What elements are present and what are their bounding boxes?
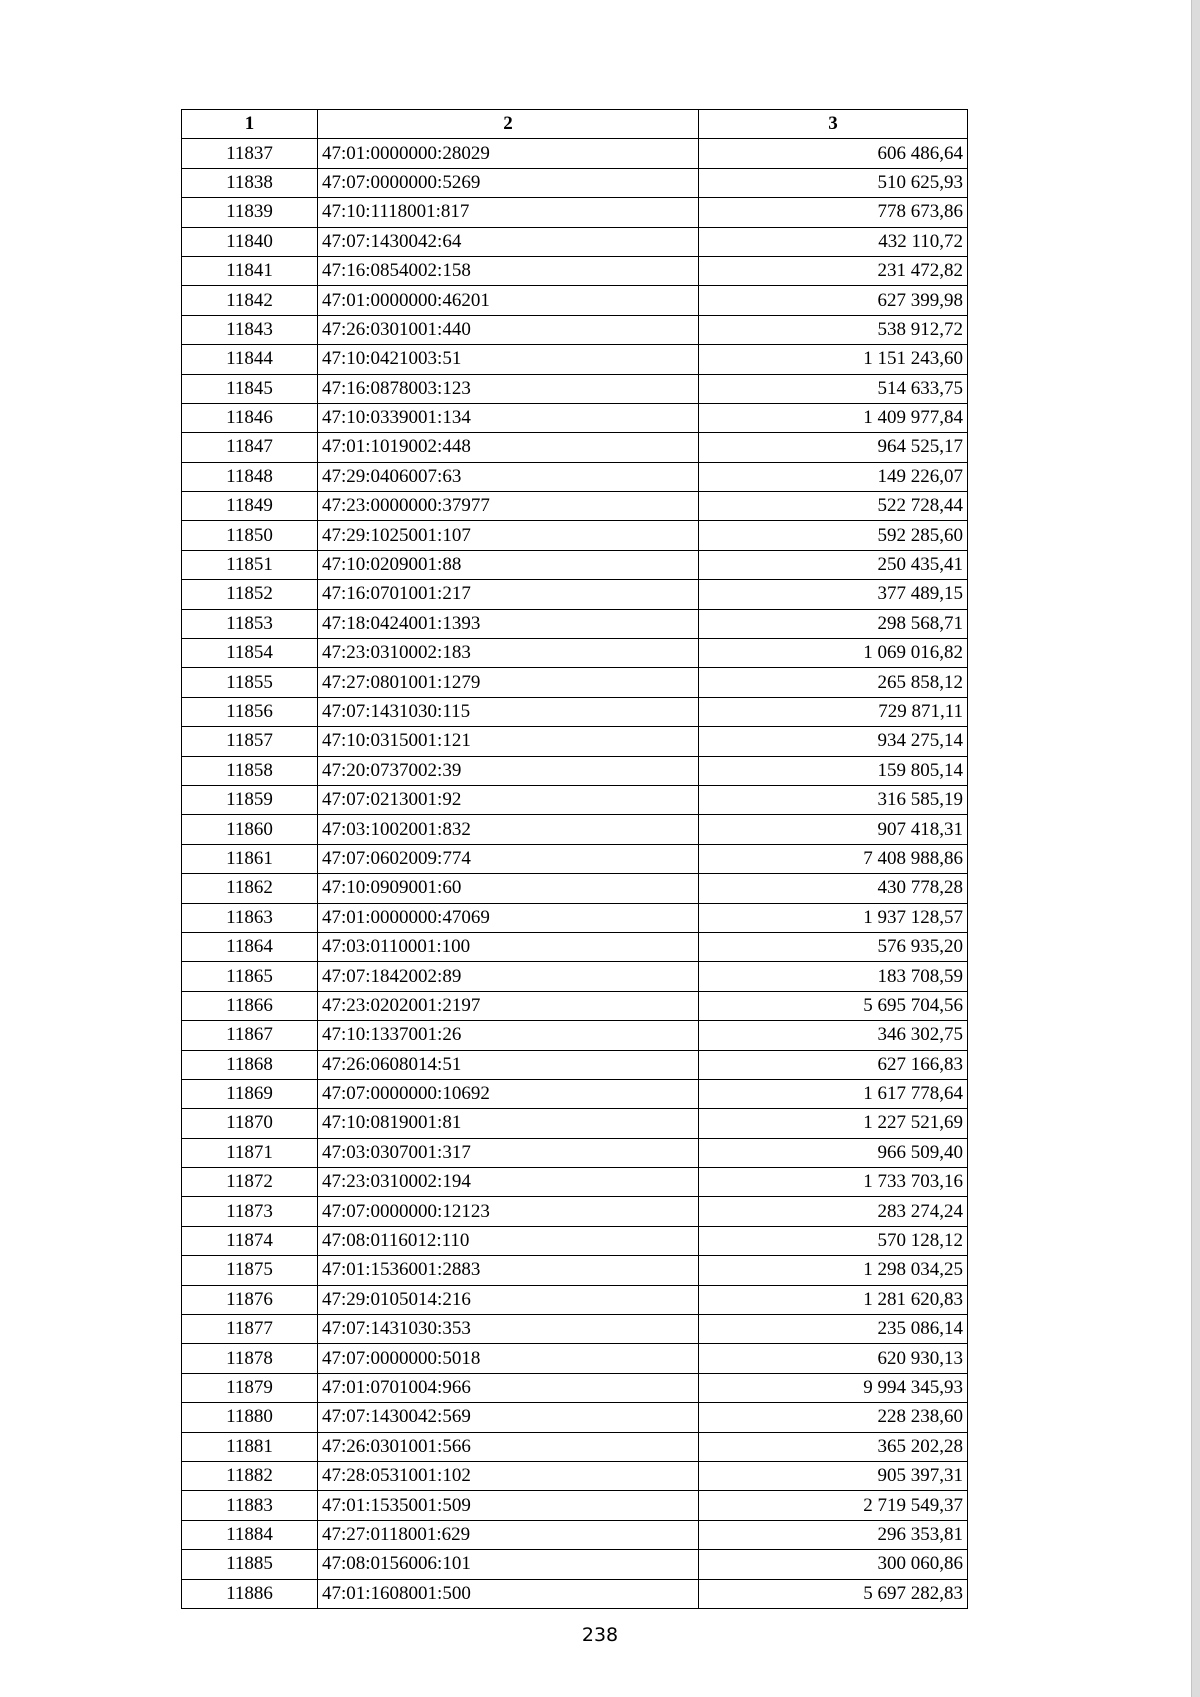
cadastral-value-cell: 432 110,72	[699, 227, 968, 256]
table-header-row	[182, 110, 968, 139]
table-row	[182, 315, 968, 344]
cadastral-value-cell: 514 633,75	[699, 374, 968, 403]
cadastral-value-cell: 231 472,82	[699, 256, 968, 285]
row-number-cell: 11871	[182, 1138, 318, 1167]
cadastral-number-cell: 47:10:0315001:121	[318, 727, 699, 756]
row-number-cell: 11844	[182, 345, 318, 374]
cadastral-number-cell: 47:08:0156006:101	[318, 1550, 699, 1579]
table-row	[182, 256, 968, 285]
cadastral-value-cell: 5 695 704,56	[699, 991, 968, 1020]
column-header-2: 2	[318, 110, 699, 139]
cadastral-number-cell: 47:07:1430042:64	[318, 227, 699, 256]
row-number-cell: 11843	[182, 315, 318, 344]
cadastral-value-cell: 1 733 703,16	[699, 1168, 968, 1197]
cadastral-value-cell: 538 912,72	[699, 315, 968, 344]
cadastral-number-cell: 47:23:0000000:37977	[318, 492, 699, 521]
cadastral-value-table	[181, 109, 968, 1609]
table-row	[182, 550, 968, 579]
cadastral-number-cell: 47:01:1608001:500	[318, 1579, 699, 1608]
row-number-cell: 11869	[182, 1079, 318, 1108]
cadastral-value-cell: 1 151 243,60	[699, 345, 968, 374]
table-row	[182, 139, 968, 168]
cadastral-number-cell: 47:27:0118001:629	[318, 1520, 699, 1549]
table-row	[182, 785, 968, 814]
table-row	[182, 1168, 968, 1197]
table-row	[182, 903, 968, 932]
cadastral-number-cell: 47:03:1002001:832	[318, 815, 699, 844]
row-number-cell: 11868	[182, 1050, 318, 1079]
cadastral-number-cell: 47:07:1430042:569	[318, 1403, 699, 1432]
table-row	[182, 462, 968, 491]
cadastral-number-cell: 47:07:1842002:89	[318, 962, 699, 991]
cadastral-value-cell: 316 585,19	[699, 785, 968, 814]
cadastral-number-cell: 47:01:1019002:448	[318, 433, 699, 462]
table-row	[182, 374, 968, 403]
cadastral-number-cell: 47:01:0000000:46201	[318, 286, 699, 315]
table-row	[182, 1197, 968, 1226]
table-row	[182, 991, 968, 1020]
cadastral-value-cell: 966 509,40	[699, 1138, 968, 1167]
row-number-cell: 11841	[182, 256, 318, 285]
cadastral-number-cell: 47:07:0000000:5018	[318, 1344, 699, 1373]
table-row	[182, 609, 968, 638]
row-number-cell: 11853	[182, 609, 318, 638]
cadastral-number-cell: 47:07:0000000:10692	[318, 1079, 699, 1108]
row-number-cell: 11851	[182, 550, 318, 579]
row-number-cell: 11884	[182, 1520, 318, 1549]
cadastral-value-cell: 522 728,44	[699, 492, 968, 521]
cadastral-number-cell: 47:16:0854002:158	[318, 256, 699, 285]
cadastral-value-cell: 964 525,17	[699, 433, 968, 462]
cadastral-value-cell: 183 708,59	[699, 962, 968, 991]
cadastral-value-cell: 250 435,41	[699, 550, 968, 579]
cadastral-value-cell: 729 871,11	[699, 697, 968, 726]
row-number-cell: 11839	[182, 198, 318, 227]
page-number: 238	[581, 1624, 619, 1646]
row-number-cell: 11876	[182, 1285, 318, 1314]
row-number-cell: 11857	[182, 727, 318, 756]
cadastral-value-cell: 265 858,12	[699, 668, 968, 697]
column-header-3: 3	[699, 110, 968, 139]
cadastral-value-cell: 570 128,12	[699, 1226, 968, 1255]
cadastral-value-cell: 934 275,14	[699, 727, 968, 756]
cadastral-value-cell: 1 069 016,82	[699, 639, 968, 668]
table-row	[182, 1491, 968, 1520]
table-row	[182, 433, 968, 462]
cadastral-number-cell: 47:23:0202001:2197	[318, 991, 699, 1020]
row-number-cell: 11880	[182, 1403, 318, 1432]
cadastral-number-cell: 47:07:0000000:12123	[318, 1197, 699, 1226]
row-number-cell: 11866	[182, 991, 318, 1020]
table-row	[182, 727, 968, 756]
table-row	[182, 1550, 968, 1579]
row-number-cell: 11883	[182, 1491, 318, 1520]
cadastral-value-cell: 778 673,86	[699, 198, 968, 227]
row-number-cell: 11842	[182, 286, 318, 315]
row-number-cell: 11858	[182, 756, 318, 785]
row-number-cell: 11878	[182, 1344, 318, 1373]
cadastral-value-cell: 298 568,71	[699, 609, 968, 638]
table-row	[182, 1432, 968, 1461]
row-number-cell: 11886	[182, 1579, 318, 1608]
table-row	[182, 580, 968, 609]
cadastral-number-cell: 47:16:0878003:123	[318, 374, 699, 403]
row-number-cell: 11864	[182, 932, 318, 961]
row-number-cell: 11847	[182, 433, 318, 462]
cadastral-number-cell: 47:07:0213001:92	[318, 785, 699, 814]
cadastral-value-cell: 1 617 778,64	[699, 1079, 968, 1108]
cadastral-value-cell: 283 274,24	[699, 1197, 968, 1226]
row-number-cell: 11855	[182, 668, 318, 697]
table-row	[182, 1520, 968, 1549]
cadastral-number-cell: 47:10:0819001:81	[318, 1109, 699, 1138]
cadastral-value-cell: 5 697 282,83	[699, 1579, 968, 1608]
cadastral-number-cell: 47:03:0110001:100	[318, 932, 699, 961]
cadastral-number-cell: 47:23:0310002:183	[318, 639, 699, 668]
cadastral-number-cell: 47:29:0105014:216	[318, 1285, 699, 1314]
cadastral-number-cell: 47:07:1431030:353	[318, 1315, 699, 1344]
table-row	[182, 1079, 968, 1108]
table-row	[182, 962, 968, 991]
cadastral-number-cell: 47:01:1535001:509	[318, 1491, 699, 1520]
row-number-cell: 11854	[182, 639, 318, 668]
table-row	[182, 697, 968, 726]
cadastral-value-cell: 1 227 521,69	[699, 1109, 968, 1138]
cadastral-number-cell: 47:01:0000000:28029	[318, 139, 699, 168]
cadastral-number-cell: 47:26:0301001:440	[318, 315, 699, 344]
cadastral-value-cell: 510 625,93	[699, 168, 968, 197]
table-row	[182, 1021, 968, 1050]
cadastral-value-cell: 905 397,31	[699, 1461, 968, 1490]
row-number-cell: 11879	[182, 1373, 318, 1402]
cadastral-value-cell: 606 486,64	[699, 139, 968, 168]
cadastral-number-cell: 47:26:0301001:566	[318, 1432, 699, 1461]
row-number-cell: 11881	[182, 1432, 318, 1461]
row-number-cell: 11840	[182, 227, 318, 256]
cadastral-value-cell: 300 060,86	[699, 1550, 968, 1579]
row-number-cell: 11860	[182, 815, 318, 844]
cadastral-value-cell: 627 399,98	[699, 286, 968, 315]
cadastral-number-cell: 47:10:1118001:817	[318, 198, 699, 227]
row-number-cell: 11872	[182, 1168, 318, 1197]
cadastral-number-cell: 47:10:0421003:51	[318, 345, 699, 374]
cadastral-number-cell: 47:10:0339001:134	[318, 403, 699, 432]
cadastral-number-cell: 47:01:0000000:47069	[318, 903, 699, 932]
cadastral-number-cell: 47:03:0307001:317	[318, 1138, 699, 1167]
table-row	[182, 1050, 968, 1079]
table-row	[182, 668, 968, 697]
cadastral-number-cell: 47:27:0801001:1279	[318, 668, 699, 697]
row-number-cell: 11865	[182, 962, 318, 991]
cadastral-value-cell: 907 418,31	[699, 815, 968, 844]
table-row	[182, 1285, 968, 1314]
row-number-cell: 11882	[182, 1461, 318, 1490]
cadastral-number-cell: 47:01:0701004:966	[318, 1373, 699, 1402]
cadastral-value-cell: 627 166,83	[699, 1050, 968, 1079]
page-edge	[1192, 0, 1200, 1697]
cadastral-value-cell: 1 937 128,57	[699, 903, 968, 932]
table-row	[182, 1344, 968, 1373]
table-row	[182, 1109, 968, 1138]
cadastral-number-cell: 47:07:0602009:774	[318, 844, 699, 873]
cadastral-value-cell: 430 778,28	[699, 874, 968, 903]
cadastral-value-cell: 296 353,81	[699, 1520, 968, 1549]
table-row	[182, 874, 968, 903]
table-row	[182, 1256, 968, 1285]
row-number-cell: 11850	[182, 521, 318, 550]
cadastral-number-cell: 47:29:0406007:63	[318, 462, 699, 491]
row-number-cell: 11862	[182, 874, 318, 903]
cadastral-value-cell: 620 930,13	[699, 1344, 968, 1373]
table-row	[182, 1403, 968, 1432]
row-number-cell: 11875	[182, 1256, 318, 1285]
table-row	[182, 639, 968, 668]
table-row	[182, 1138, 968, 1167]
table-row	[182, 521, 968, 550]
table-row	[182, 756, 968, 785]
row-number-cell: 11845	[182, 374, 318, 403]
cadastral-value-cell: 592 285,60	[699, 521, 968, 550]
column-header-1: 1	[182, 110, 318, 139]
cadastral-number-cell: 47:10:1337001:26	[318, 1021, 699, 1050]
cadastral-number-cell: 47:10:0909001:60	[318, 874, 699, 903]
cadastral-value-cell: 1 298 034,25	[699, 1256, 968, 1285]
cadastral-value-cell: 365 202,28	[699, 1432, 968, 1461]
cadastral-number-cell: 47:28:0531001:102	[318, 1461, 699, 1490]
table-row	[182, 492, 968, 521]
cadastral-number-cell: 47:23:0310002:194	[318, 1168, 699, 1197]
cadastral-value-cell: 9 994 345,93	[699, 1373, 968, 1402]
cadastral-number-cell: 47:20:0737002:39	[318, 756, 699, 785]
cadastral-number-cell: 47:26:0608014:51	[318, 1050, 699, 1079]
row-number-cell: 11863	[182, 903, 318, 932]
table-row	[182, 815, 968, 844]
table-row	[182, 1226, 968, 1255]
table-row	[182, 345, 968, 374]
cadastral-value-cell: 2 719 549,37	[699, 1491, 968, 1520]
row-number-cell: 11846	[182, 403, 318, 432]
table-row	[182, 1579, 968, 1608]
cadastral-value-cell: 7 408 988,86	[699, 844, 968, 873]
cadastral-value-cell: 346 302,75	[699, 1021, 968, 1050]
row-number-cell: 11870	[182, 1109, 318, 1138]
cadastral-number-cell: 47:29:1025001:107	[318, 521, 699, 550]
table-row	[182, 1373, 968, 1402]
row-number-cell: 11849	[182, 492, 318, 521]
table-row	[182, 932, 968, 961]
cadastral-value-cell: 377 489,15	[699, 580, 968, 609]
row-number-cell: 11861	[182, 844, 318, 873]
table-row	[182, 198, 968, 227]
row-number-cell: 11838	[182, 168, 318, 197]
cadastral-value-cell: 159 805,14	[699, 756, 968, 785]
cadastral-number-cell: 47:07:1431030:115	[318, 697, 699, 726]
cadastral-value-cell: 576 935,20	[699, 932, 968, 961]
cadastral-number-cell: 47:08:0116012:110	[318, 1226, 699, 1255]
cadastral-value-cell: 228 238,60	[699, 1403, 968, 1432]
cadastral-number-cell: 47:01:1536001:2883	[318, 1256, 699, 1285]
row-number-cell: 11837	[182, 139, 318, 168]
cadastral-value-cell: 149 226,07	[699, 462, 968, 491]
cadastral-number-cell: 47:18:0424001:1393	[318, 609, 699, 638]
row-number-cell: 11852	[182, 580, 318, 609]
table-row	[182, 227, 968, 256]
cadastral-number-cell: 47:07:0000000:5269	[318, 168, 699, 197]
row-number-cell: 11877	[182, 1315, 318, 1344]
table-row	[182, 1461, 968, 1490]
table-row	[182, 403, 968, 432]
table-row	[182, 1315, 968, 1344]
row-number-cell: 11874	[182, 1226, 318, 1255]
cadastral-number-cell: 47:16:0701001:217	[318, 580, 699, 609]
row-number-cell: 11856	[182, 697, 318, 726]
row-number-cell: 11848	[182, 462, 318, 491]
row-number-cell: 11867	[182, 1021, 318, 1050]
cadastral-value-cell: 1 281 620,83	[699, 1285, 968, 1314]
table-row	[182, 286, 968, 315]
cadastral-value-cell: 1 409 977,84	[699, 403, 968, 432]
row-number-cell: 11885	[182, 1550, 318, 1579]
cadastral-value-cell: 235 086,14	[699, 1315, 968, 1344]
row-number-cell: 11873	[182, 1197, 318, 1226]
table-body	[182, 139, 968, 1609]
table-row	[182, 844, 968, 873]
row-number-cell: 11859	[182, 785, 318, 814]
table-row	[182, 168, 968, 197]
cadastral-number-cell: 47:10:0209001:88	[318, 550, 699, 579]
